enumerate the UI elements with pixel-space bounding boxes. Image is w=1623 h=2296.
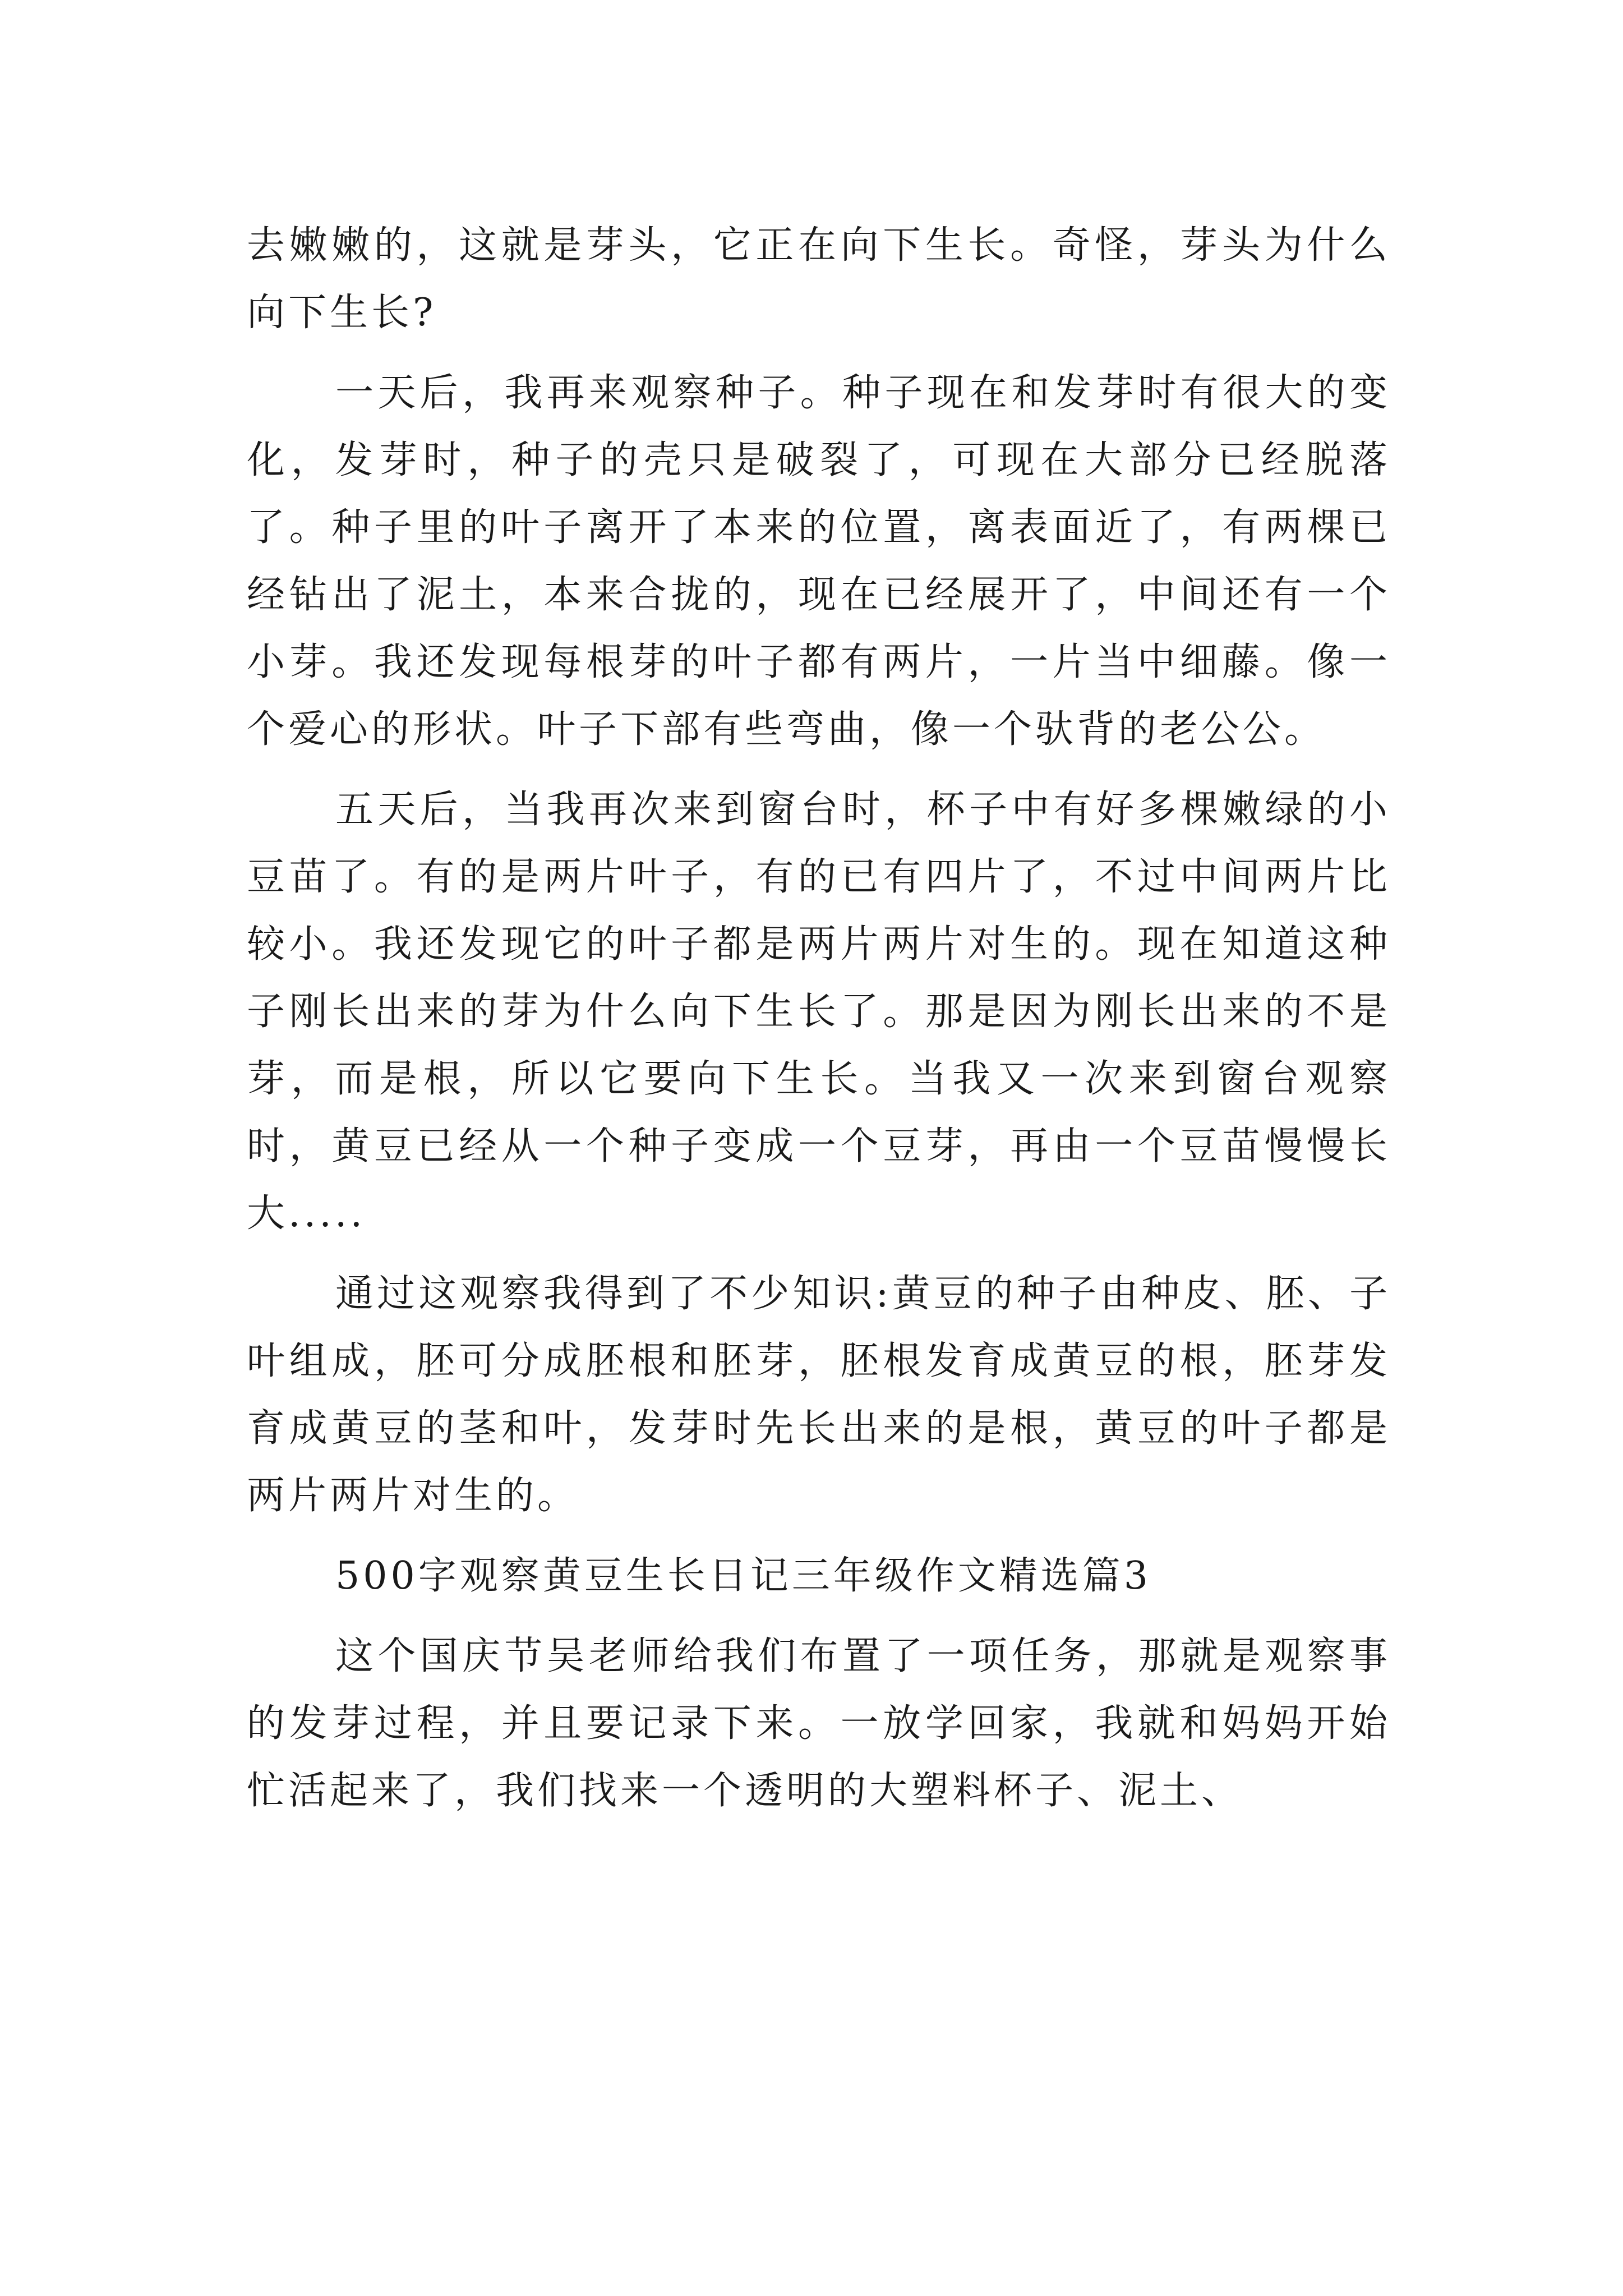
paragraph-national-day: 这个国庆节吴老师给我们布置了一项任务，那就是观察事的发芽过程，并且要记录下来。一放学回家，我就和妈妈开始忙活起来了，我们找来一个透明的大塑料杯子、泥土、	[247, 1634, 1391, 1813]
paragraph-day-five: 五天后，当我再次来到窗台时，杯子中有好多棵嫩绿的小豆苗了。有的是两片叶子，有的已有四片了，不过中间两片比较小。我还发现它的叶子都是两片两片对生的。现在知道这种子刚长出来的芽为什么向下生长了。那是因为刚长出来的不是芽，而是根，所以它要向下生长。当我又一次来到窗台观察时，黄豆已经从一个种子变成一个豆芽，再由一个豆苗慢慢长大.....	[247, 788, 1391, 1236]
document-body	[247, 212, 1391, 1838]
paragraph-day-one: 一天后，我再来观察种子。种子现在和发芽时有很大的变化，发芽时，种子的壳只是破裂了，可现在大部分已经脱落了。种子里的叶子离开了本来的位置，离表面近了，有两棵已经钻出了泥土，本来合拢的，现在已经展开了，中间还有一个小芽。我还发现每根芽的叶子都有两片，一片当中细藤。像一个爱心的形状。叶子下部有些弯曲，像一个驮背的老公公。	[247, 371, 1391, 752]
paragraph-continuation: 去嫩嫩的，这就是芽头，它正在向下生长。奇怪，芽头为什么向下生长?	[247, 223, 1391, 335]
paragraph-conclusion: 通过这观察我得到了不少知识:黄豆的种子由种皮、胚、子叶组成，胚可分成胚根和胚芽，胚根发育成黄豆的根，胚芽发育成黄豆的茎和叶，发芽时先长出来的是根，黄豆的叶子都是两片两片对生的。	[247, 1272, 1391, 1518]
section-heading: 500字观察黄豆生长日记三年级作文精选篇3	[335, 1554, 1152, 1598]
